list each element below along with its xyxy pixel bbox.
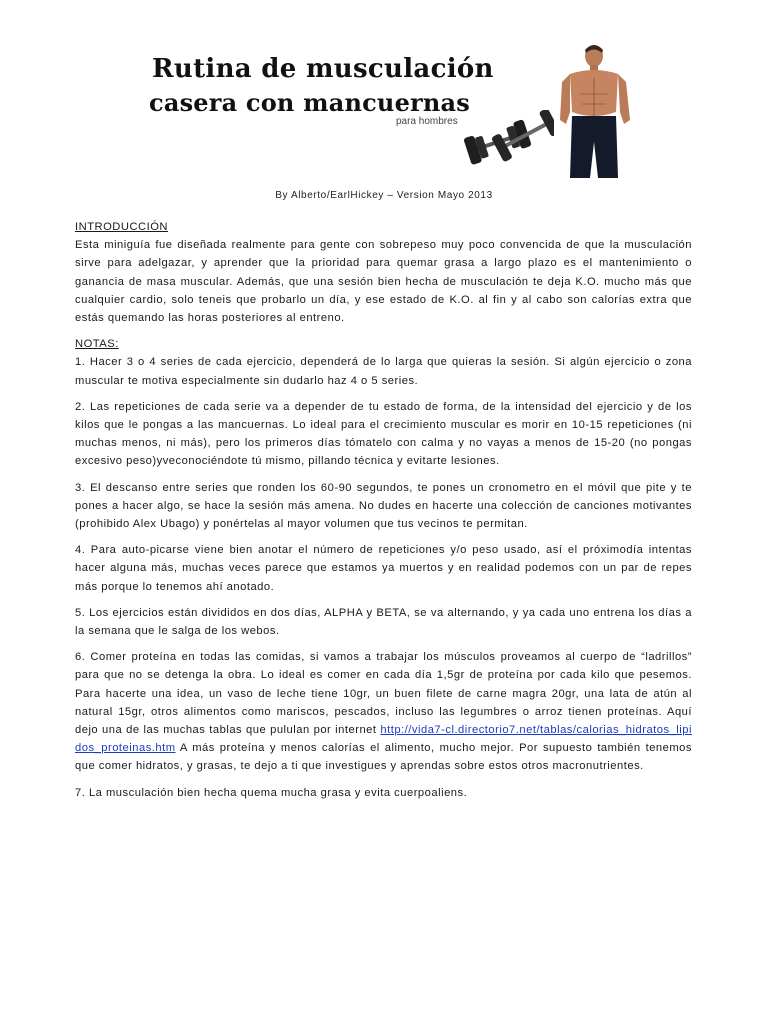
note-6-text-before: 6. Comer proteína en todas las comidas, si vamos a trabajar los músculos proveamos al cuerpo de “ladrillos” para que no se detenga la obra. Lo ideal es comer en cada día 1,5gr de proteína por cada kilo que pesemos. Para hacerte una idea, un vaso de leche tiene 10gr, un buen filete de carne magra 20gr, una lata de atún al natural 15gr, otros alimentos como mariscos, pescados, incluso las legumbres o arroz tienen proteínas. Aquí dejo una de las muchas tablas que pululan por internet <box>75 651 692 737</box>
intro-heading: INTRODUCCIÓN <box>75 221 169 233</box>
intro-text: Esta miniguía fue diseñada realmente para gente con sobrepeso muy poco convencida de que la musculación sirve para adelgazar, y aprender que la prioridad para quemar grasa a largo plazo es el mantenimiento o ganancia de masa muscular. Además, que una sesión bien hecha de musculación te deja K.O. mucho más que cualquier cardio, solo teneis que probarlo un día, y ese estado de K.O. al fin y al cabo son calorías extra que estás quemando las horas posteriores al entreno. <box>75 239 692 325</box>
title-line-2: casera con mancuernas <box>149 88 471 117</box>
dumbbell-image <box>464 110 554 176</box>
header-banner <box>146 40 636 180</box>
note-6 <box>75 648 692 775</box>
notes-heading: NOTAS: <box>75 338 119 351</box>
nutrition-table-link[interactable]: http://vida7-cl.directorio7.net/tablas/calorias_hidratos_lipidos_proteinas.htm <box>75 724 692 755</box>
athlete-photo <box>556 42 634 178</box>
intro-section <box>75 218 692 327</box>
note-3: 3. El descanso entre series que ronden los 60-90 segundos, te pones un cronometro en el móvil que pite y te pones a hacer algo, se hace la sesión más amena. No dudes en hacerte una colección de canciones motivantes (prohibido Alex Ubago) y ponértelas al mayor volumen que tus vecinos te permitan. <box>75 481 692 531</box>
note-2: 2. Las repeticiones de cada serie va a depender de tu estado de forma, de la intensidad del ejercicio y de los kilos que le pongas a las mancuernas. Lo ideal para el crecimiento muscular es morir en 10-15 repeticiones (ni muchas menos, ni más), pero los primeros días tómatelo con calma y no vayas a menos de 15-20 (no pongas excesivo peso)yveconociéndote tú mismo, pillando técnica y evitarte lesiones. <box>75 400 692 468</box>
subtitle: para hombres <box>396 116 458 127</box>
document-body <box>75 218 692 810</box>
note-6-text-after: A más proteína y menos calorías el alimento, mucho mejor. Por supuesto también tenemos que comer hidratos, y grasas, te dejo a ti que investigues y aprendas sobre estos otros macronutrientes. <box>75 742 692 773</box>
notes-section-note-1 <box>75 335 692 390</box>
byline: By Alberto/EarlHickey – Version Mayo 2013 <box>275 190 493 201</box>
note-1-text: 1. Hacer 3 o 4 series de cada ejercicio, dependerá de lo larga que quieras la sesión. Si algún ejercicio o zona muscular te motiva especialmente sin dudarlo haz 4 o 5 series. <box>75 356 692 387</box>
note-5: 5. Los ejercicios están divididos en dos días, ALPHA y BETA, se va alternando, y ya cada uno entrena los días a la semana que le salga de los webos. <box>75 606 692 638</box>
note-7: 7. La musculación bien hecha quema mucha grasa y evita cuerpoaliens. <box>75 786 468 799</box>
note-4: 4. Para auto-picarse viene bien anotar el número de repeticiones y/o peso usado, así el próximodía intentas hacer alguna más, muchas veces parece que estamos ya muertos y en realidad podemos con un par de repes más porque lo tenemos ahí anotado. <box>75 544 692 593</box>
title-line-1: Rutina de musculación <box>152 54 494 84</box>
